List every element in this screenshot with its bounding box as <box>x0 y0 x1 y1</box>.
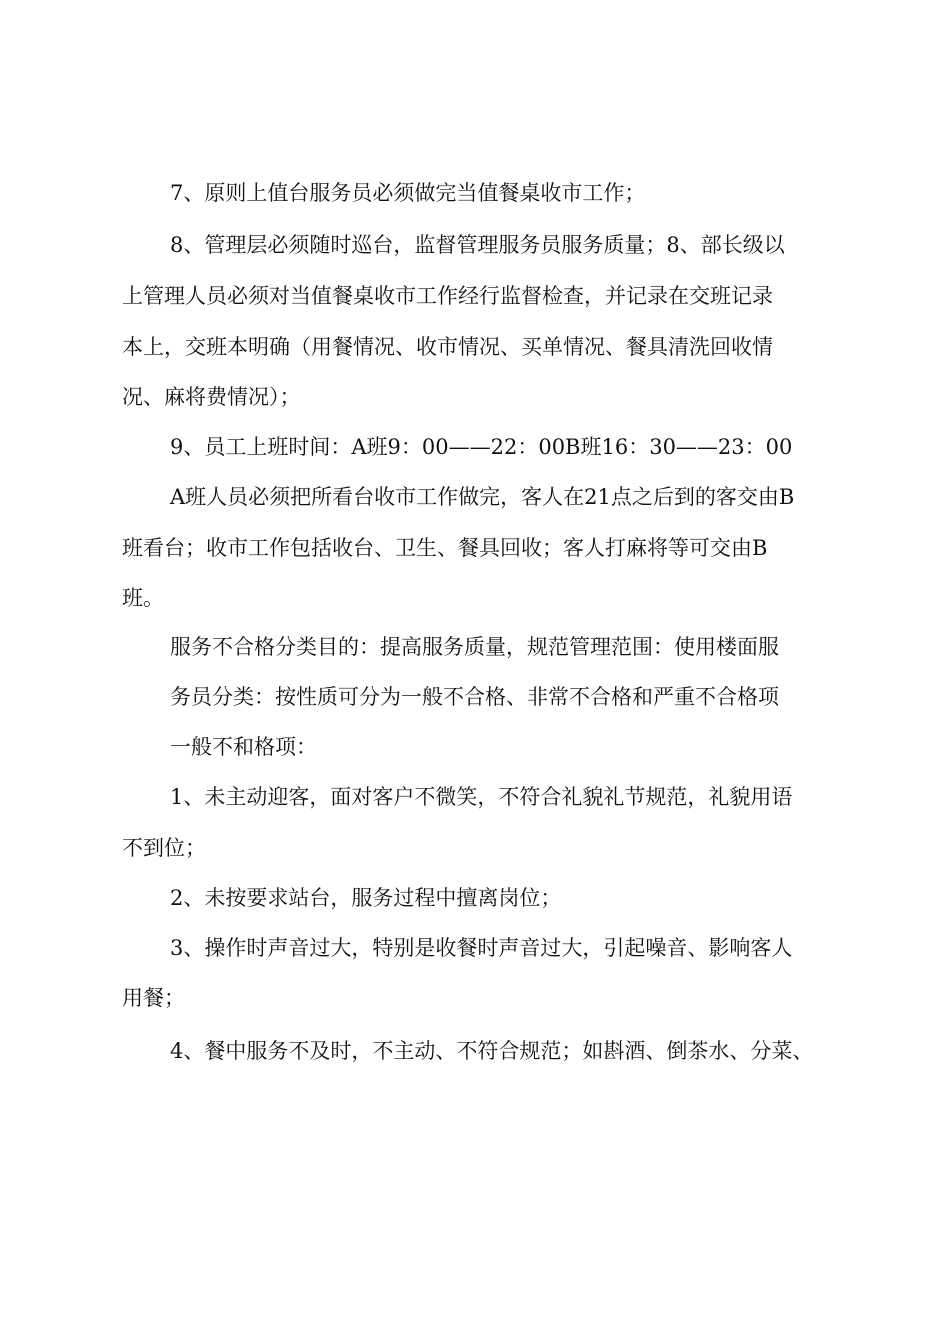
paragraph-8-line-4: 况、麻将费情况）； <box>122 385 301 409</box>
item-3-line-2: 用餐； <box>122 986 185 1010</box>
shift-a-line-1: A班人员必须把所看台收市工作做完，客人在21点之后到的客交由B <box>170 485 795 509</box>
item-1-line-1: 1、未主动迎客，面对客户不微笑，不符合礼貌礼节规范，礼貌用语 <box>170 785 793 809</box>
item-4-line-1: 4、餐中服务不及时，不主动、不符合规范；如斟酒、倒茶水、分菜、 <box>170 1039 814 1063</box>
item-2: 2、未按要求站台，服务过程中擅离岗位； <box>170 886 562 910</box>
paragraph-8-line-1: 8、管理层必须随时巡台，监督管理服务员服务质量；8、部长级以 <box>170 233 785 257</box>
paragraph-8-line-2: 上管理人员必须对当值餐桌收市工作经行监督检查，并记录在交班记录 <box>122 284 773 308</box>
paragraph-8-line-3: 本上，交班本明确（用餐情况、收市情况、买单情况、餐具清洗回收情 <box>122 335 773 359</box>
item-3-line-1: 3、操作时声音过大，特别是收餐时声音过大，引起噪音、影响客人 <box>170 936 793 960</box>
paragraph-9: 9、员工上班时间：A班9：00——22：00B班16：30——23：00 <box>170 435 793 459</box>
paragraph-7: 7、原则上值台服务员必须做完当值餐桌收市工作； <box>170 181 646 205</box>
item-1-line-2: 不到位； <box>122 836 206 860</box>
classification-purpose: 服务不合格分类目的：提高服务质量，规范管理范围：使用楼面服 <box>170 635 779 659</box>
shift-a-line-3: 班。 <box>122 586 164 610</box>
shift-a-line-2: 班看台；收市工作包括收台、卫生、餐具回收；客人打麻将等可交由B <box>122 536 768 560</box>
classification-types: 务员分类：按性质可分为一般不合格、非常不合格和严重不合格项 <box>170 685 779 709</box>
section-heading-general-nonconformity: 一般不和格项： <box>170 735 317 759</box>
